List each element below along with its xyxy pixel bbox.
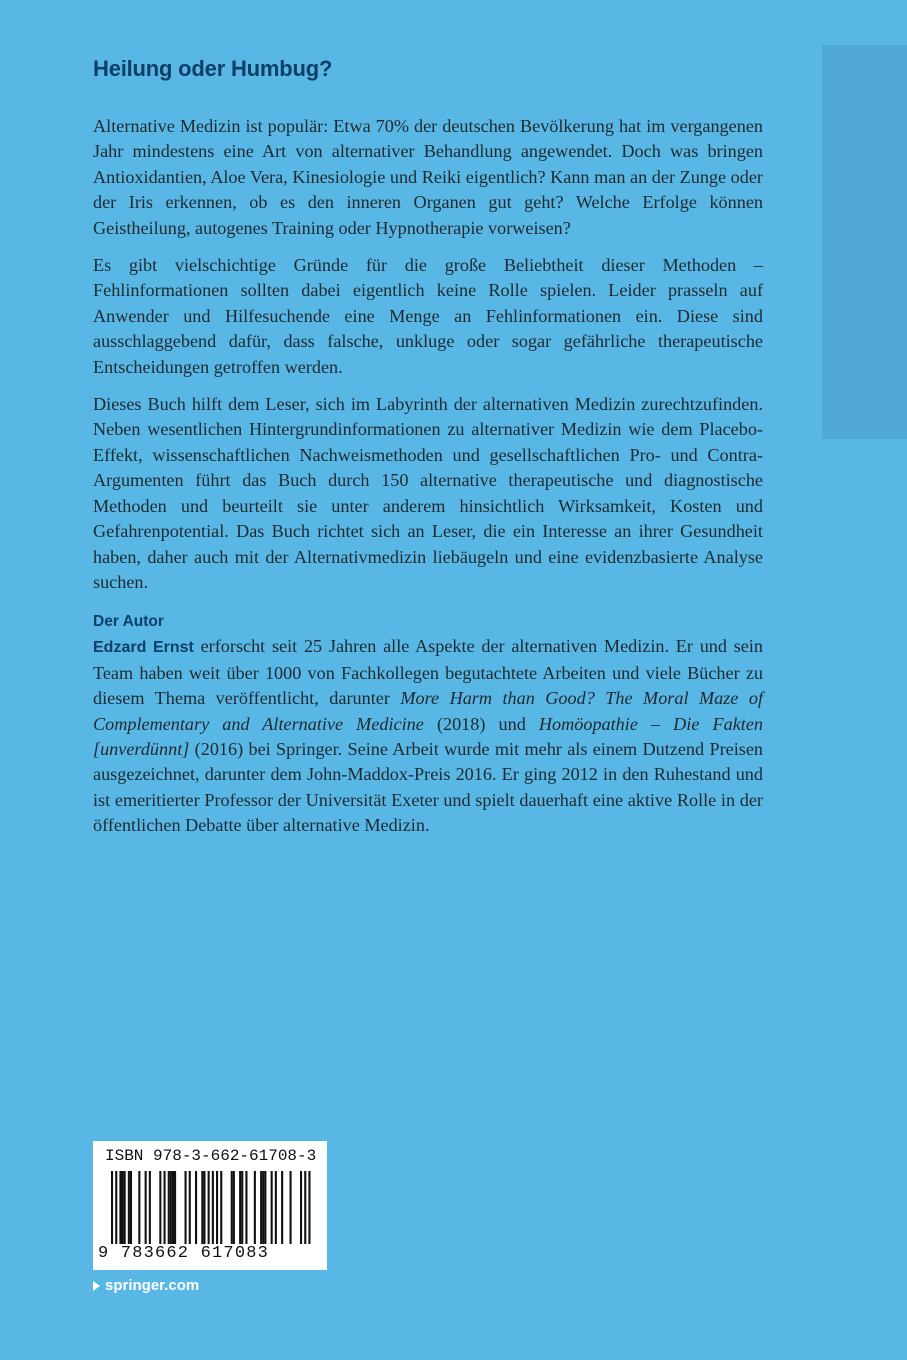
barcode-bar [189, 1171, 191, 1245]
back-cover-text [93, 56, 763, 851]
paragraph-2: Es gibt vielschichtige Gründe für die große Beliebtheit dieser Methoden – Fehlinformationen sollten dabei eigentlich keine Rolle spielen. Leider prasseln auf Anwender und Hilfesuchende eine Menge an Fehlinformationen ein. Diese sind ausschlaggebend dafür, dass falsche, unkluge oder sogar gefährliche therapeutische Entscheidungen getroffen werden. [93, 255, 763, 377]
barcode-bar [128, 1171, 130, 1245]
barcode-bar [185, 1171, 187, 1245]
author-text-3: (2016) bei Springer. Seine Arbeit wurde mit mehr als einem Dutzend Preisen ausgezeichnet, darunter dem John-Maddox-Preis 2016. Er ging 2012 in den Ruhestand und ist emeritierter Professor der Universität Exeter und spielt dauerhaft eine aktive Rolle in der öffentlichen Debatte über alternative Medizin. [93, 738, 763, 836]
barcode-bar [203, 1171, 205, 1245]
publisher-url: springer.com [105, 1277, 200, 1294]
barcode-bar [241, 1171, 243, 1245]
publisher-link[interactable] [93, 1277, 199, 1294]
barcode-bar [220, 1171, 222, 1245]
barcode-bar [216, 1171, 218, 1245]
barcode-bar [168, 1171, 170, 1245]
barcode-bar [231, 1171, 233, 1245]
barcode-bar [201, 1171, 203, 1245]
barcode-bar [124, 1171, 126, 1245]
barcode-bar [300, 1171, 302, 1245]
barcode-bar [254, 1171, 256, 1245]
barcode-bar [290, 1171, 292, 1245]
author-bio [93, 634, 763, 838]
barcode-bar [271, 1171, 273, 1245]
author-heading: Der Autor [93, 613, 164, 631]
isbn-label: ISBN 978-3-662-61708-3 [105, 1147, 317, 1165]
author-text-1: erforscht seit 25 Jahren alle Aspekte der alternativen Medizin. Er und sein Team haben weit über 1000 von Fachkollegen begutachtete Arbeiten und viele Bücher zu diesem Thema veröffentlicht, darunter [93, 636, 763, 709]
barcode-bar [262, 1171, 264, 1245]
isbn-barcode [93, 1141, 327, 1270]
barcode-bar [149, 1171, 151, 1245]
barcode-bar [245, 1171, 247, 1245]
barcode-bar [260, 1171, 262, 1245]
barcode-bar [195, 1171, 197, 1245]
barcode-bar [239, 1171, 241, 1245]
barcode-bar [170, 1171, 172, 1245]
barcode-bar [264, 1171, 266, 1245]
barcode-bar [281, 1171, 283, 1245]
barcode-bar [159, 1171, 161, 1245]
barcode-digits: 9 783662 617083 [98, 1244, 322, 1263]
barcode-bar [172, 1171, 174, 1245]
side-accent-panel [822, 45, 907, 439]
author-name: Edzard Ernst [93, 639, 194, 657]
barcode-bar [122, 1171, 124, 1245]
barcode-bar [145, 1171, 147, 1245]
barcode-bar [174, 1171, 176, 1245]
barcode-bar [130, 1171, 132, 1245]
barcode-bar [233, 1171, 235, 1245]
barcode-bar [138, 1171, 140, 1245]
arrow-right-icon [93, 1281, 100, 1291]
author-book-1: More Harm than Good? The Moral Maze of Complementary and Alternative Medicine [93, 688, 764, 734]
barcode-bar [164, 1171, 166, 1245]
author-text-2: (2018) und [423, 713, 539, 734]
paragraph-3: Dieses Buch hilft dem Leser, sich im Labyrinth der alternativen Medizin zurechtzufinden. Neben wesentlichen Hintergrundinformationen zu alternativer Medizin wie dem Placebo-Effekt, wissenschaftlichen Nachweismethoden und gesellschaftlichen Pro- und Contra-Argumenten führt das Buch durch 150 alternative therapeutische und diagnostische Methoden und beurteilt sie unter anderem hinsichtlich Wirksamkeit, Kosten und Gefahrenpotential. Das Buch richtet sich an Leser, die ein Interesse an ihrer Gesundheit haben, daher auch mit der Alternativmedizin liebäugeln und eine evidenzbasierte Analyse suchen. [93, 394, 763, 592]
author-book-2: Homöopathie – Die Fakten [unverdünnt] [93, 713, 763, 759]
barcode-bar [119, 1171, 121, 1245]
page-title: Heilung oder Humbug? [93, 56, 333, 81]
paragraph-1: Alternative Medizin ist populär: Etwa 70% der deutschen Bevölkerung hat im vergangenen Jahr mindestens eine Art von alternativer Behandlung angewendet. Doch was bringen Antioxidantien, Aloe Vera, Kinesiologie und Reiki eigentlich? Kann man an der Zunge oder der Iris erkennen, ob es den inneren Organen gut geht? Welche Erfolge können Geistheilung, autogenes Training oder Hypnotherapie vorweisen? [93, 116, 763, 238]
barcode-bar [275, 1171, 277, 1245]
